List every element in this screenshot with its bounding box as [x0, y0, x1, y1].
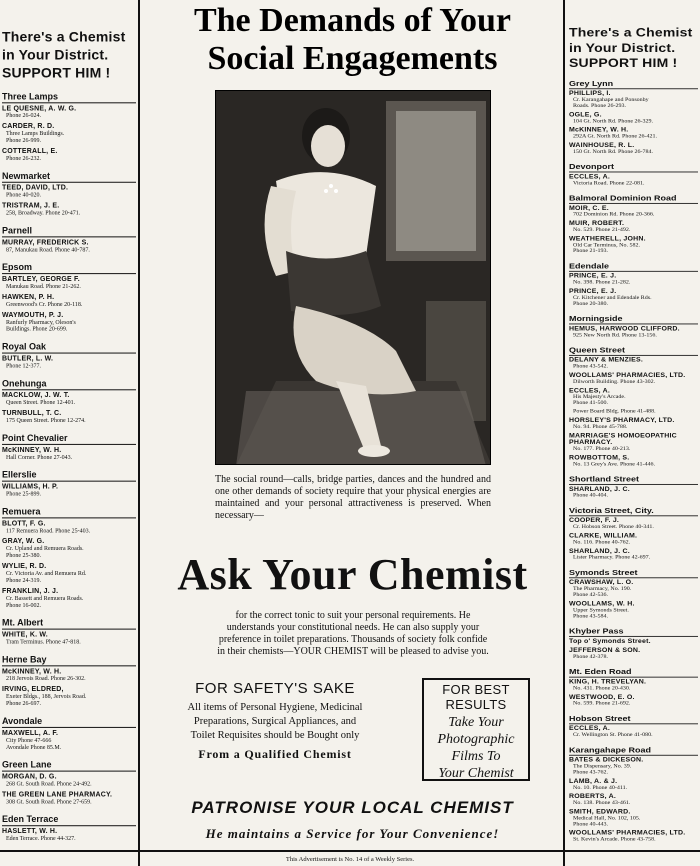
- chemist-entry: [2, 520, 136, 535]
- chemist-entry: [569, 418, 698, 431]
- chemist-address-line: Hall Corner. Phone 27-043.: [6, 454, 73, 461]
- chemist-name: WAINHOUSE, R. L.: [569, 142, 635, 149]
- service-slogan: He maintains a Service for Your Convenience!: [205, 826, 500, 841]
- chemist-address-line: Dilworth Building. Phone 43-302.: [573, 379, 656, 385]
- chemist-name: DELANY & MENZIES.: [569, 357, 644, 364]
- chemist-entry: [569, 794, 698, 807]
- right-heading-line: SUPPORT HIM !: [569, 56, 678, 70]
- chemist-name: MORGAN, D. G.: [2, 773, 57, 781]
- chemist-entry: [569, 236, 698, 255]
- headline-line-2: Social Engagements: [207, 40, 498, 77]
- chemist-address-line: Phone 40-404.: [573, 493, 608, 499]
- district-name: Green Lane: [2, 760, 136, 772]
- chemist-name: MAXWELL, A. F.: [2, 729, 59, 737]
- chemist-name: WAYMOUTH, P. J.: [2, 311, 64, 319]
- chemist-address-line: Cr. Victoria Av. and Remuera Rd.: [6, 571, 87, 577]
- best-body-line: Films To: [451, 749, 501, 764]
- chemist-entry: [569, 174, 698, 187]
- chemist-entry: [2, 148, 136, 163]
- chemist-address-line: Avondale Phone 85.M.: [6, 744, 62, 751]
- best-results-body: [424, 714, 528, 782]
- safety-line: Toilet Requisites should be Bought only: [190, 730, 360, 741]
- chemist-entry: [2, 294, 136, 309]
- chemist-address-line: Cr. Kitchener and Edendale Rds.: [573, 295, 652, 301]
- chemist-name: HAWKEN, P. H.: [2, 293, 55, 301]
- chemist-name: TEED, DAVID, LTD.: [2, 184, 69, 192]
- chemist-name: ROBERTS, A.: [569, 793, 617, 800]
- chemist-entry: [569, 580, 698, 599]
- chemist-entry: [569, 289, 698, 308]
- left-column-rule: [138, 0, 140, 866]
- left-directory-column: [2, 6, 136, 846]
- chemist-entry: [569, 487, 698, 500]
- right-heading-line: in Your District.: [569, 40, 676, 55]
- chemist-address-line: Manukau Road. Phone 21-262.: [6, 284, 81, 290]
- chemist-name: CARDER, R. D.: [2, 123, 55, 131]
- chemist-address-line: Three Lamps Buildings.: [6, 131, 65, 138]
- district-section: [569, 568, 698, 620]
- district-section: [569, 314, 698, 339]
- chemist-name: IRVING, ELDRED,: [2, 686, 64, 694]
- chemist-name: WILLIAMS, H. P.: [2, 483, 59, 491]
- chemist-name: TURNBULL, T. C.: [2, 410, 62, 418]
- bottom-rule: [0, 850, 700, 852]
- chemist-name: HASLETT, W. H.: [2, 828, 58, 836]
- chemist-name: BATES & DICKESON.: [569, 757, 644, 764]
- chemist-address-line: Phone 41-500.: [573, 400, 608, 406]
- district-section: [569, 667, 698, 707]
- chemist-name: SHARLAND, J. C.: [569, 486, 630, 493]
- chemist-address-line: His Majesty's Arcade.: [573, 394, 626, 400]
- district-section: [2, 760, 136, 807]
- chemist-entry: [2, 828, 136, 843]
- left-district-list: [2, 91, 136, 843]
- district-name: Mt. Eden Road: [569, 667, 698, 677]
- chemist-name: MARRIAGE'S HOMOEOPATHIC PHARMACY.: [569, 433, 677, 446]
- chemist-address-line: 925 New North Rd. Phone 13-156.: [573, 332, 657, 338]
- district-section: [569, 79, 698, 155]
- chemist-name: WOOLLAMS, W. H.: [569, 601, 635, 608]
- district-section: [569, 162, 698, 187]
- chemist-address-line: Phone 43-584.: [573, 613, 608, 619]
- chemist-name: CLARKE, WILLIAM.: [569, 533, 638, 540]
- district-section: [2, 470, 136, 499]
- chemist-address-line: Phone 43-542.: [573, 364, 608, 370]
- right-column-rule: [563, 0, 565, 866]
- chemist-name: WYLIE, R. D.: [2, 563, 47, 571]
- chemist-name: McKINNEY, W. H.: [2, 446, 62, 454]
- chemist-name: OGLE, G.: [569, 112, 602, 119]
- chemist-address-line: Tram Terminus. Phone 47-818.: [6, 639, 81, 646]
- chemist-address-line: Eden Terrace. Phone 44-327.: [6, 836, 76, 843]
- chemist-address-line: Phone 12-377.: [6, 363, 41, 370]
- chemist-address-line: Greenwood's Cr. Phone 20-118.: [6, 301, 83, 308]
- safety-panel: [145, 680, 405, 762]
- chemist-name: MUIR, ROBERT.: [569, 220, 625, 227]
- district-name: Royal Oak: [2, 342, 136, 354]
- chemist-entry: [569, 648, 698, 661]
- chemist-entry: [2, 668, 136, 683]
- chemist-address-line: St. Kevin's Arcade. Phone 43-758.: [573, 837, 656, 843]
- safety-line: Preparations, Surgical Appliances, and: [193, 716, 357, 727]
- chemist-address-line: Phone 40-443.: [573, 821, 608, 827]
- district-section: [569, 346, 698, 468]
- chemist-entry: [569, 695, 698, 708]
- chemist-name: KING, H. TREVELYAN.: [569, 679, 647, 686]
- chemist-address-line: Roads. Phone 26-293.: [573, 103, 626, 109]
- chemist-name: McKINNEY, W. H.: [569, 127, 629, 134]
- chemist-address-line: Phone 20-380.: [573, 301, 608, 307]
- chemist-entry: [2, 239, 136, 254]
- chemist-entry: [569, 726, 698, 739]
- chemist-address-line: No. 10. Phone 40-411.: [573, 785, 628, 791]
- best-results-box: [422, 678, 530, 781]
- chemist-entry: [2, 105, 136, 120]
- district-section: [569, 194, 698, 255]
- chemist-entry: [569, 357, 698, 370]
- chemist-address-line: No. 398. Phone 21-282.: [573, 280, 631, 286]
- chemist-address-line: Phone 25-380.: [6, 553, 41, 560]
- chemist-entry: [569, 433, 698, 453]
- chemist-entry: [569, 757, 698, 776]
- chemist-name: ECCLES, A.: [569, 725, 611, 732]
- chemist-address-line: Queen Street. Phone 12-401.: [6, 400, 76, 407]
- chemist-address-line: No. 138. Phone 43-461.: [573, 800, 631, 806]
- district-name: Epsom: [2, 262, 136, 274]
- best-title-line: RESULTS: [445, 697, 507, 712]
- chemist-address-line: 117 Remuera Road. Phone 25-403.: [6, 528, 91, 535]
- right-column-heading: [569, 25, 698, 71]
- chemist-address-line: No. 529. Phone 21-492.: [573, 227, 631, 233]
- chemist-address-line: 268 Gt. South Road. Phone 24-492.: [6, 781, 92, 788]
- series-note: This Advertisement is No. 14 of a Weekly Series.: [285, 856, 415, 863]
- chemist-address-line: 702 Dominion Rd. Phone 20-366.: [573, 212, 655, 218]
- chemist-address-line: Cr. Wellington St. Phone 41-080.: [573, 732, 653, 738]
- chemist-address-line: No. 431. Phone 20-430.: [573, 686, 631, 692]
- patronise-slogan: PATRONISE YOUR LOCAL CHEMIST: [191, 798, 514, 817]
- district-section: [2, 378, 136, 425]
- chemist-entry: [2, 538, 136, 560]
- district-section: [2, 433, 136, 462]
- chemist-name: BARTLEY, GEORGE F.: [2, 276, 80, 284]
- chemist-address-line: Buildings. Phone 20-699.: [6, 326, 68, 333]
- chemist-entry: [569, 409, 698, 415]
- district-name: Grey Lynn: [569, 79, 698, 89]
- chemist-name: LE QUESNE, A. W. G.: [2, 105, 77, 113]
- chemist-entry: [2, 447, 136, 462]
- chemist-address-line: 104 Gt. North Rd. Phone 26-329.: [573, 118, 653, 125]
- chemist-entry: [569, 601, 698, 620]
- chemist-entry: [569, 533, 698, 546]
- chemist-entry: [569, 143, 698, 156]
- chemist-name: HORSLEY'S PHARMACY, LTD.: [569, 417, 675, 424]
- chemist-address-line: Exeter Bldgs., 188, Jervois Road.: [6, 694, 87, 701]
- chemist-address-line: Cr. Karangahape and Ponsonby: [573, 97, 649, 103]
- chemist-address-line: No. 94. Phone 45-788.: [573, 424, 628, 430]
- chemist-name: PRINCE, E. J.: [569, 273, 617, 280]
- chemist-address-line: No. 116. Phone 40-762.: [573, 540, 631, 546]
- chemist-entry: [2, 563, 136, 585]
- chemist-name: ECCLES, A.: [569, 388, 611, 394]
- chemist-entry: [569, 273, 698, 286]
- chemist-entry: [2, 791, 136, 806]
- chemist-entry: [569, 549, 698, 562]
- chemist-name: SHARLAND, J. C.: [569, 548, 630, 555]
- chemist-entry: [569, 809, 698, 828]
- chemist-name: MACKLOW, J. W. T.: [2, 392, 70, 400]
- right-heading-line: There's a Chemist: [569, 25, 693, 40]
- chemist-entry: [569, 455, 698, 468]
- chemist-name: COOPER, F. J.: [569, 517, 620, 524]
- center-advertisement: [145, 0, 560, 841]
- chemist-address-line: City Phone 47-666: [6, 737, 52, 744]
- chemist-address-line: Phone 26-999.: [6, 138, 41, 145]
- chemist-address-line: Phone 26-697.: [6, 701, 41, 708]
- district-name: Victoria Street, City.: [569, 506, 698, 516]
- district-name: Parnell: [2, 225, 136, 237]
- district-name: Queen Street: [569, 346, 698, 356]
- qualified-chemist-footer: From a Qualified Chemist: [198, 747, 352, 761]
- district-name: Mt. Albert: [2, 618, 136, 630]
- district-name: Shortland Street: [569, 475, 698, 485]
- chemist-entry: [2, 686, 136, 708]
- chemist-entry: [2, 410, 136, 425]
- district-name: Ellerslie: [2, 470, 136, 482]
- chemist-entry: [2, 730, 136, 752]
- chemist-address-line: 150 Gt. North Rd. Phone 26-784.: [573, 149, 653, 155]
- district-name: Devonport: [569, 162, 698, 172]
- best-body-line: Your Chemist: [438, 766, 514, 781]
- chemist-name: Top o' Symonds Street.: [569, 638, 651, 645]
- chemist-entry: [2, 276, 136, 291]
- chemist-address-line: Ranfurly Pharmacy, Oleson's: [6, 319, 76, 326]
- chemist-entry: [2, 312, 136, 334]
- chemist-entry: [569, 91, 698, 110]
- left-heading-line: in Your District.: [2, 46, 109, 63]
- chemist-entry: [569, 326, 698, 339]
- chemist-name: TRISTRAM, J. E.: [2, 202, 60, 210]
- chemist-name: ECCLES, A.: [569, 174, 611, 181]
- photo-illustration: [216, 91, 491, 465]
- best-body-line: Take Your: [448, 715, 504, 730]
- district-name: Balmoral Dominion Road: [569, 194, 698, 204]
- headline-line-1: The Demands of Your: [193, 2, 512, 39]
- advice-paragraph: for the correct tonic to suit your personal requirements. He understands your constitutional needs. He can also supply your preference in toilet preparations. Thousands of society folk confide in their chemists—YOUR CHEMIST will be pleased to advise you.: [217, 610, 489, 657]
- chemist-entry: [569, 373, 698, 386]
- chemist-address-line: 292A Gt. North Rd. Phone 26-421.: [573, 134, 657, 140]
- district-section: [2, 506, 136, 609]
- district-section: [569, 262, 698, 308]
- district-section: [2, 654, 136, 708]
- district-name: Avondale: [2, 716, 136, 728]
- chemist-name: CRAWSHAW, L. O.: [569, 579, 634, 586]
- chemist-name: BUTLER, L. W.: [2, 355, 54, 363]
- chemist-name: PRINCE, E. J.: [569, 288, 617, 295]
- chemist-name: WOOLLAMS' PHARMACIES, LTD.: [569, 830, 686, 837]
- best-body-line: Photographic: [437, 732, 515, 747]
- chemist-name: PHILLIPS, I.: [569, 90, 611, 97]
- chemist-entry: [2, 392, 136, 407]
- safety-title: FOR SAFETY'S SAKE: [195, 680, 355, 697]
- right-district-list: [569, 79, 698, 843]
- district-section: [2, 225, 136, 254]
- chemist-name: LAMB, A. & J.: [569, 778, 618, 785]
- best-results-title: [424, 682, 528, 712]
- chemist-name: MOIR, C. E.: [569, 205, 609, 212]
- chemist-name: GRAY, W. G.: [2, 538, 45, 546]
- chemist-name: SMITH, EDWARD.: [569, 809, 631, 816]
- chemist-name: HEMUS, HARWOOD CLIFFORD.: [569, 326, 680, 333]
- chemist-address-line: Phone 26-024.: [6, 113, 41, 120]
- district-name: Khyber Pass: [569, 627, 698, 637]
- district-section: [2, 342, 136, 371]
- chemist-entry: [2, 484, 136, 499]
- chemist-address-line: Cr. Upland and Remuera Roads.: [6, 546, 84, 553]
- chemist-entry: [2, 774, 136, 789]
- chemist-address-line: 175 Queen Street. Phone 12-274.: [6, 418, 86, 425]
- chemist-address-line: Upper Symonds Street.: [573, 607, 629, 614]
- chemist-address-line: Phone 26-232.: [6, 155, 41, 162]
- ask-your-chemist-title: Ask Your Chemist: [177, 550, 528, 599]
- safety-line: All items of Personal Hygiene, Medicinal: [187, 702, 363, 713]
- chemist-name: WEATHERELL, JOHN.: [569, 236, 646, 243]
- chemist-address-line: Cr. Hobson Street. Phone 40-341.: [573, 524, 654, 530]
- left-heading-line: There's a Chemist: [2, 28, 126, 45]
- chemist-entry: [2, 123, 136, 145]
- district-name: Three Lamps: [2, 91, 136, 103]
- chemist-address-line: No. 177. Phone 40-213.: [573, 446, 631, 452]
- chemist-address-line: 87, Manukau Road. Phone 40-787.: [6, 247, 90, 254]
- left-heading-line: SUPPORT HIM !: [2, 64, 111, 81]
- district-name: Onehunga: [2, 378, 136, 390]
- chemist-address-line: No. 599. Phone 21-692.: [573, 701, 631, 707]
- chemist-name: WHITE, K. W.: [2, 631, 48, 639]
- chemist-address-line: Phone 42-378.: [573, 654, 608, 660]
- district-section: [2, 618, 136, 647]
- chemist-address-line: 218 Jervois Road. Phone 26-302.: [6, 676, 86, 683]
- chemist-name: THE GREEN LANE PHARMACY.: [2, 791, 113, 799]
- chemist-address-line: Phone 42-536.: [573, 592, 608, 598]
- chemist-address-line: The Dispensary, No. 39.: [573, 764, 632, 770]
- chemist-name: ROWBOTTOM, S.: [569, 455, 630, 462]
- chemist-address-line: 308 Gt. South Road. Phone 27-659.: [6, 799, 92, 806]
- chemist-name: BLOTT, F. G.: [2, 520, 46, 528]
- chemist-name: FRANKLIN, J. J.: [2, 587, 59, 595]
- district-name: Karangahape Road: [569, 745, 698, 755]
- chemist-entry: [569, 639, 698, 646]
- chemist-entry: [569, 206, 698, 219]
- chemist-name: MURRAY, FREDERICK S.: [2, 239, 89, 247]
- district-name: Herne Bay: [2, 654, 136, 666]
- society-woman-photo: [215, 90, 491, 465]
- chemist-address-line: Phone 25-899.: [6, 491, 41, 498]
- chemist-entry: [569, 518, 698, 531]
- chemist-name: WESTWOOD, E. O.: [569, 694, 635, 701]
- chemist-name: WOOLLAMS' PHARMACIES, LTD.: [569, 372, 686, 379]
- best-title-line: FOR BEST: [442, 682, 510, 697]
- safety-body: [145, 701, 405, 743]
- chemist-entry: [569, 679, 698, 692]
- chemist-address-line: 258, Broadway. Phone 20-471.: [6, 210, 81, 217]
- chemist-address-line: Cr. Bassett and Remuera Roads.: [6, 595, 84, 602]
- district-name: Hobson Street: [569, 714, 698, 724]
- chemist-entry: [569, 112, 698, 125]
- chemist-entry: [569, 221, 698, 234]
- chemist-entry: [2, 203, 136, 218]
- chemist-address-line: No. 13 Grey's Ave. Phone 41-446.: [573, 461, 655, 468]
- district-name: Newmarket: [2, 171, 136, 183]
- chemist-address-line: Old Car Terminus, No. 582.: [573, 242, 640, 248]
- district-section: [2, 171, 136, 218]
- district-section: [2, 814, 136, 843]
- chemist-address-line: Phone 16-002.: [6, 602, 41, 609]
- chemist-entry: [2, 632, 136, 647]
- district-section: [2, 91, 136, 162]
- chemist-name: JEFFERSON & SON.: [569, 647, 641, 654]
- district-name: Symonds Street: [569, 568, 698, 578]
- chemist-entry: [2, 185, 136, 200]
- district-section: [569, 506, 698, 561]
- chemist-entry: [569, 779, 698, 792]
- chemist-address-line: Phone 21-193.: [573, 248, 608, 254]
- chemist-address-line: Phone 24-319.: [6, 577, 41, 584]
- intro-paragraph: The social round—calls, bridge parties, dances and the hundred and one other demands of society require that your physical energies are maintained and your personal attractiveness is preserved. When necessary—: [215, 474, 491, 521]
- chemist-address-line: Lister Pharmacy. Phone 42-697.: [573, 555, 651, 561]
- chemist-name: COTTERALL, E.: [2, 147, 58, 155]
- chemist-entry: [569, 830, 698, 843]
- district-section: [2, 262, 136, 333]
- chemist-address-line: Phone 40-020.: [6, 192, 41, 199]
- district-section: [569, 714, 698, 739]
- district-name: Eden Terrace: [2, 814, 136, 826]
- chemist-entry: [569, 127, 698, 140]
- chemist-address-line: Medical Hall, No. 102, 105.: [573, 815, 641, 822]
- chemist-entry: [2, 588, 136, 610]
- district-name: Morningside: [569, 314, 698, 324]
- chemist-address-line: Phone 43-762.: [573, 770, 608, 776]
- district-section: [2, 716, 136, 752]
- district-section: [569, 745, 698, 843]
- district-name: Edendale: [569, 262, 698, 272]
- chemist-name: McKINNEY, W. H.: [2, 668, 62, 676]
- chemist-entry: [569, 388, 698, 407]
- chemist-address-line: The Pharmacy, No. 190.: [573, 586, 632, 592]
- right-directory-column: [569, 6, 698, 846]
- left-column-heading: [2, 28, 136, 82]
- chemist-address-line: Power Board Bldg. Phone 41-488.: [573, 409, 656, 415]
- chemist-entry: [2, 356, 136, 371]
- district-section: [569, 627, 698, 661]
- chemist-address-line: Victoria Road. Phone 22-081.: [573, 180, 645, 186]
- district-section: [569, 475, 698, 500]
- district-name: Remuera: [2, 506, 136, 518]
- district-name: Point Chevalier: [2, 433, 136, 445]
